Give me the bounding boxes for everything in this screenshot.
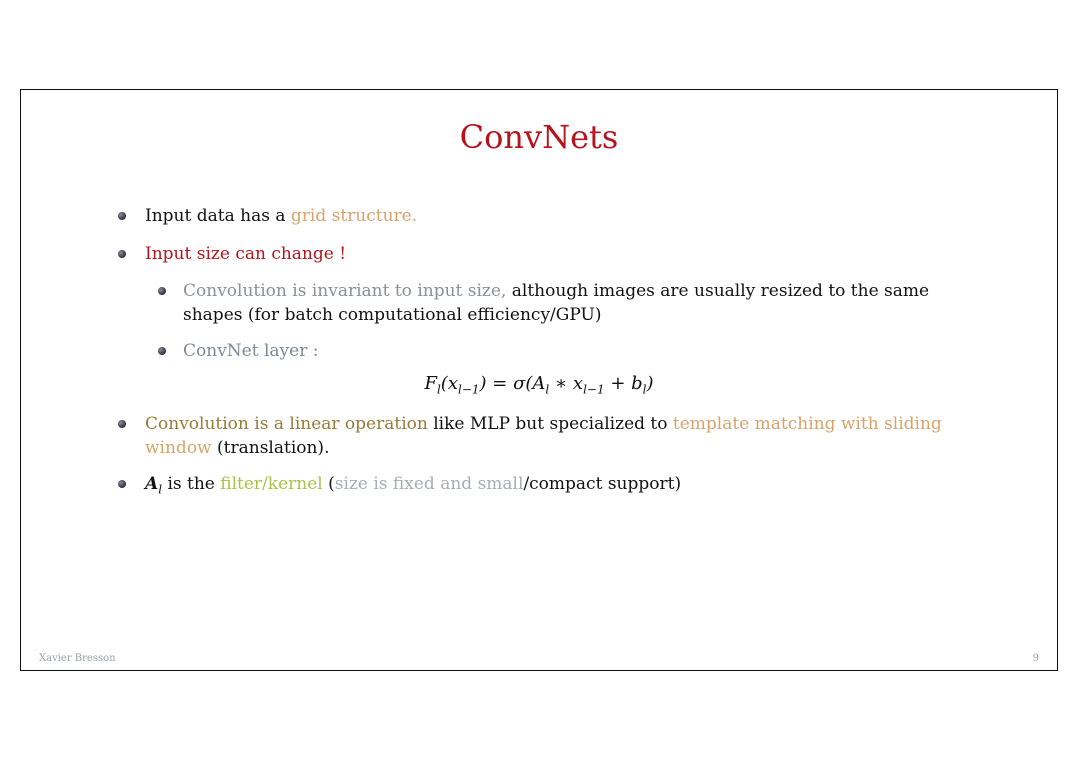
sub-bullet-dot (158, 347, 166, 355)
bullet-text: (translation). (211, 438, 330, 458)
sub-bullet-dot (158, 287, 166, 295)
symbol-a: A (145, 474, 159, 494)
bullet-text: Input data has a (145, 206, 291, 226)
symbol-a-sub: l (158, 482, 163, 497)
bullet-text: ( (322, 474, 335, 494)
bullet-text: although images are usually resized to the same (506, 281, 930, 301)
bullet-grid-structure (145, 204, 417, 228)
sub-bullet-convnet-layer: ConvNet layer : (183, 341, 319, 361)
bullet-text: like MLP but specialized to (427, 414, 673, 434)
bullet-filter-kernel (145, 472, 681, 501)
bullet-dot (118, 212, 126, 220)
bullet-linear-operation (145, 412, 955, 460)
slide-title: ConvNets (459, 118, 619, 156)
bullet-text-line2: shapes (for batch computational efficiency/GPU) (183, 305, 602, 325)
sub-bullet-invariant (183, 279, 953, 327)
bullet-input-size: Input size can change ! (145, 244, 347, 264)
highlight-invariant: Convolution is invariant to input size, (183, 281, 507, 301)
highlight-size-fixed: size is fixed and small (334, 474, 524, 494)
footer-page-number: 9 (1032, 653, 1039, 664)
bullet-dot (118, 420, 126, 428)
bullet-dot (118, 480, 126, 488)
highlight-linear-operation: Convolution is a linear operation (145, 414, 428, 434)
footer-author: Xavier Bresson (39, 653, 116, 664)
bullet-dot (118, 250, 126, 258)
highlight-template-matching: template matching with sliding (672, 414, 942, 434)
bullet-text: /compact support) (523, 474, 682, 494)
highlight-grid-structure: grid structure. (290, 206, 418, 226)
bullet-text: is the (162, 474, 221, 494)
slide (20, 89, 1058, 671)
highlight-window: window (145, 438, 212, 458)
highlight-filter-kernel: filter/kernel (220, 474, 323, 494)
equation: $F_l(x_{l-1}) = \sigma(A_l$ ∗ $x_{l-1} + b_l$) (424, 373, 654, 397)
